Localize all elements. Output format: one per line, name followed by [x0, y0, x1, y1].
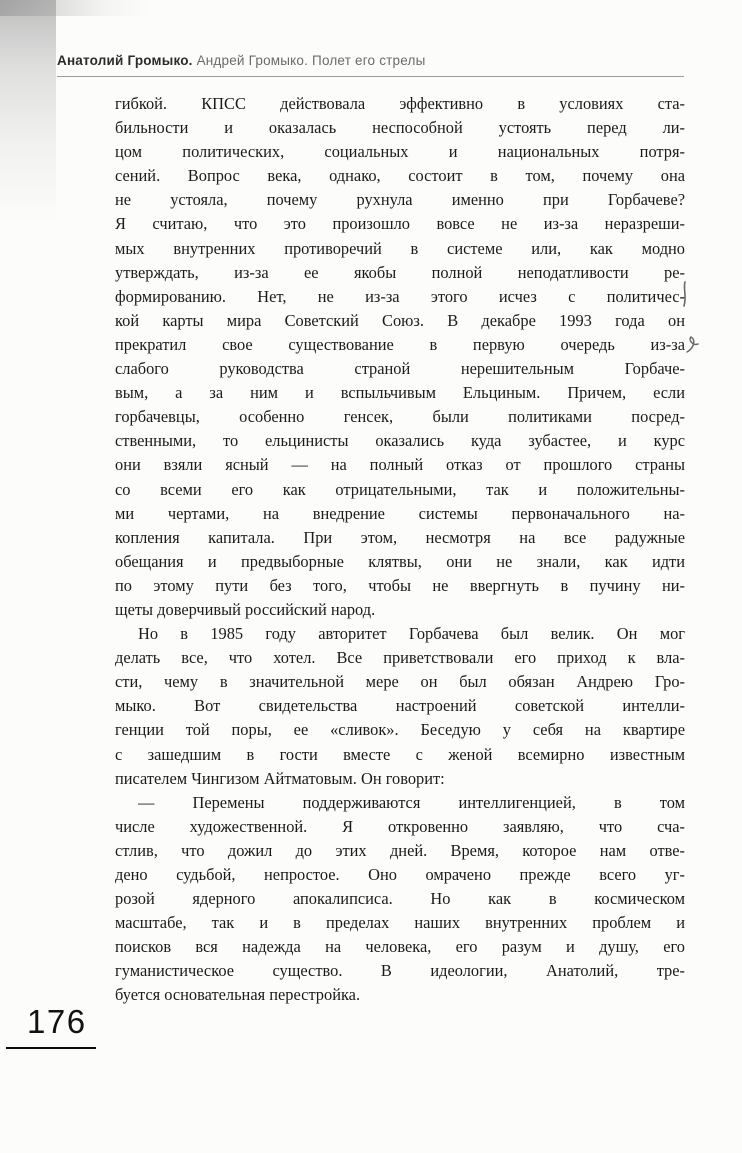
text-line: бильности и оказалась неспособной устоять перед ли- — [115, 118, 685, 138]
paragraph — [115, 791, 685, 1008]
text-line: генции той поры, ее «сливок». Беседую у себя на квартире — [115, 720, 685, 740]
text-line: поисков вся надежда на человека, его разум и душу, его — [115, 937, 685, 957]
paragraph — [115, 92, 685, 622]
text-block — [115, 92, 685, 1008]
text-line: гуманистическое существо. В идеологии, Анатолий, тре- — [115, 961, 685, 981]
pen-stroke-icon — [684, 336, 700, 354]
page-number: 176 — [27, 1003, 87, 1040]
text-line: Но в 1985 году авторитет Горбачева был велик. Он мог — [138, 624, 685, 644]
text-line: они взяли ясный — на полный отказ от прошлого страны — [115, 455, 685, 475]
text-line: стлив, что дожил до этих дней. Время, которое нам отве- — [115, 840, 685, 860]
text-line: слабого руководства страной нерешительным Горбаче- — [115, 359, 685, 379]
text-line: по этому пути без того, чтобы не ввергнуть в пучину ни- — [115, 575, 685, 595]
text-line: мых внутренних противоречий в системе или, как модно — [115, 238, 685, 258]
text-line: буется основательная перестройка. — [115, 985, 361, 1005]
text-line: вым, а за ним и вспыльчивым Ельциным. Причем, если — [115, 383, 685, 403]
running-header — [57, 52, 687, 69]
text-line: горбачевцы, особенно генсек, были политиками посред- — [115, 407, 685, 427]
text-line: делать все, что хотел. Все приветствовали его приход к вла- — [115, 648, 685, 668]
text-line: Я считаю, что это произошло вовсе не из-за неразреши- — [115, 214, 685, 234]
text-line: обещания и предвыборные клятвы, они не знали, как идти — [115, 551, 685, 571]
text-line: розой ядерного апокалипсиса. Но как в космическом — [115, 889, 685, 909]
scan-shadow-corner — [0, 0, 56, 225]
text-line: мыко. Вот свидетельства настроений советской интелли- — [115, 696, 685, 716]
text-line: щеты доверчивый российский народ. — [115, 599, 376, 619]
text-line: писателем Чингизом Айтматовым. Он говорит: — [115, 768, 445, 788]
text-line: гибкой. КПСС действовала эффективно в условиях ста- — [115, 94, 685, 113]
text-line: кой карты мира Советский Союз. В декабре 1993 года он — [115, 310, 685, 330]
text-line: формированию. Нет, не из-за этого исчез с политичес- — [115, 286, 685, 306]
text-line: — Перемены поддерживаются интеллигенцией, в том — [138, 792, 685, 812]
text-line: дено судьбой, непростое. Оно омрачено прежде всего уг- — [115, 865, 685, 884]
text-line: прекратил свое существование в первую очередь из-за — [115, 334, 685, 354]
text-line: сти, чему в значительной мере он был обязан Андрею Гро- — [115, 672, 685, 692]
paragraph — [115, 622, 685, 791]
text-line: ми чертами, на внедрение системы первоначального на- — [115, 503, 685, 523]
text-line: цом политических, социальных и национальных потря- — [115, 142, 685, 162]
text-line: копления капитала. При этом, несмотря на все радужные — [115, 527, 685, 547]
running-header-title: Андрей Громыко. Полет его стрелы — [192, 53, 426, 68]
text-line: не устояла, почему рухнула именно при Горбачеве? — [115, 190, 685, 210]
page-number-rule — [6, 1047, 96, 1049]
text-line: числе художественной. Я откровенно заявляю, что сча- — [115, 816, 685, 836]
scan-shadow-top — [0, 0, 150, 16]
text-line: сений. Вопрос века, однако, состоит в том, почему она — [115, 166, 685, 186]
text-line: ственными, то ельцинисты оказались куда зубастее, и курс — [115, 431, 685, 451]
text-line: масштабе, так и в пределах наших внутренних проблем и — [115, 913, 685, 933]
header-divider — [57, 76, 684, 77]
text-line: с зашедшим в гости вместе с женой всемирно известным — [115, 744, 685, 764]
text-line: утверждать, из-за ее якобы полной неподатливости ре- — [115, 262, 685, 282]
text-line: со всеми его как отрицательными, так и положительны- — [115, 479, 685, 499]
running-header-author: Анатолий Громыко. — [57, 53, 193, 68]
